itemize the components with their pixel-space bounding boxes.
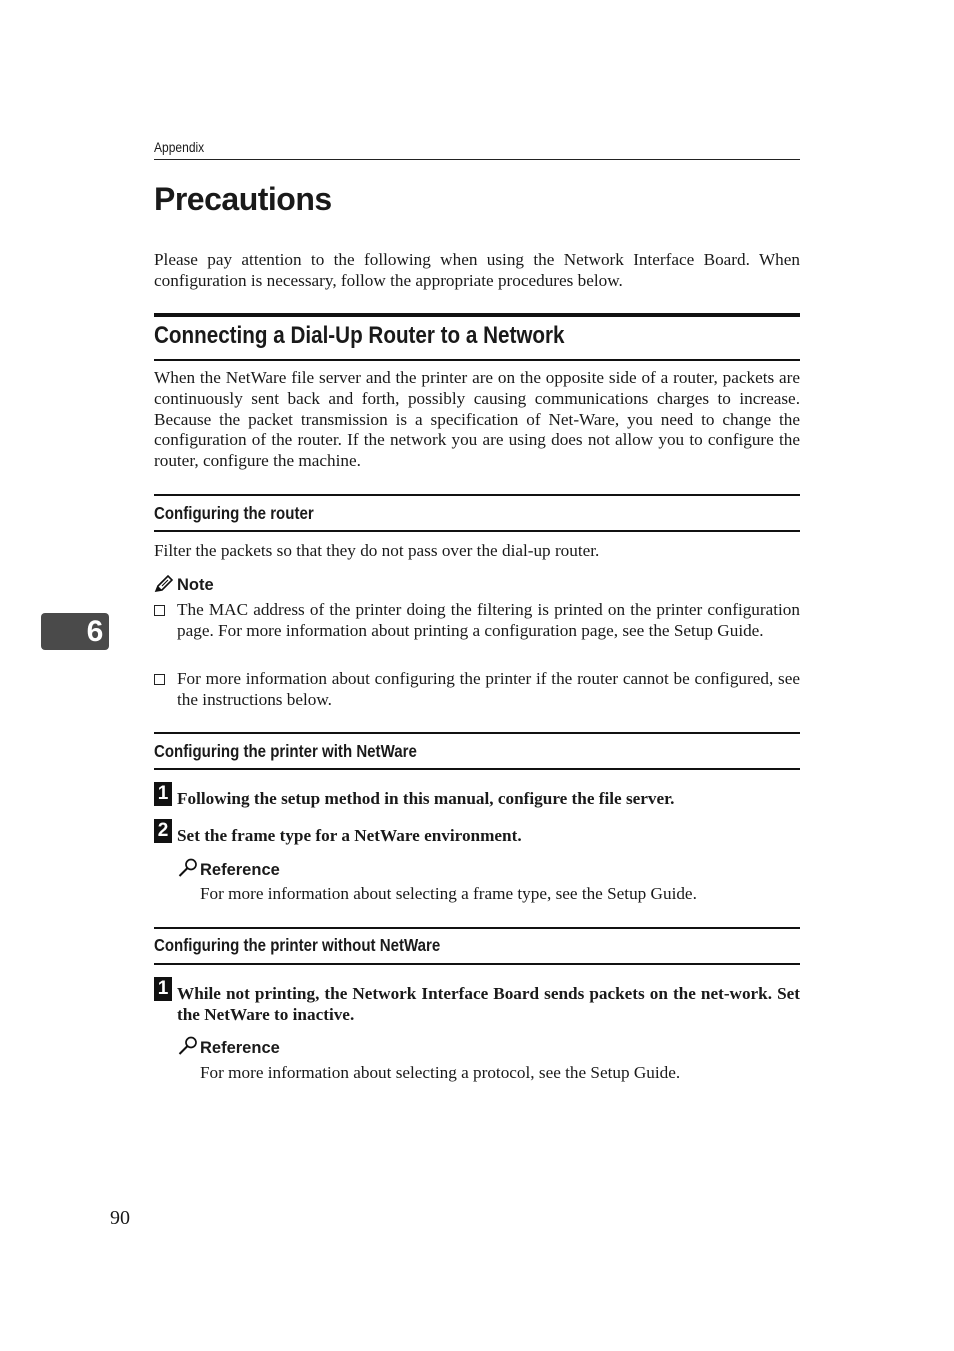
intro-paragraph: Please pay attention to the following when using the Network Interface Board. When configuration is necessary, follow the appropriate procedures below. — [154, 250, 800, 290]
without-netware-rule-bottom — [154, 963, 800, 965]
magnifier-icon — [178, 858, 198, 878]
with-netware-rule-top — [154, 732, 800, 734]
router-rule-top — [154, 494, 800, 496]
section-heading: Connecting a Dial-Up Router to a Network — [154, 322, 565, 349]
without-netware-rule-top — [154, 927, 800, 929]
chapter-number: 6 — [86, 615, 104, 648]
step-number-badge: 2 — [154, 819, 172, 843]
router-heading: Configuring the router — [154, 503, 314, 523]
note-bullet — [154, 605, 165, 616]
step-number-badge: 1 — [154, 782, 172, 806]
step-text: While not printing, the Network Interface Board sends packets on the net-work. Set the NetWare to inactive. — [177, 984, 800, 1024]
note-bullet — [154, 674, 165, 685]
note-title: Note — [177, 576, 214, 594]
pencil-icon — [154, 575, 174, 593]
with-netware-heading: Configuring the printer with NetWare — [154, 741, 417, 761]
chapter-tab — [41, 613, 109, 650]
reference-title: Reference — [200, 861, 280, 879]
section-rule-top — [154, 313, 800, 317]
section-paragraph: When the NetWare file server and the printer are on the opposite side of a router, packets are continuously sent back and forth, possibly causing communications charges to increase. Because the packet transmission is a specification of Net-Ware, you need to change the configuration of the router. If the network you are using does not allow you to configure the router, configure the machine. — [154, 368, 800, 471]
section-label: Appendix — [154, 139, 205, 155]
note-item: For more information about configuring the printer if the router cannot be configured, see the instructions below. — [177, 669, 800, 709]
reference-text: For more information about selecting a frame type, see the Setup Guide. — [200, 884, 697, 903]
router-paragraph: Filter the packets so that they do not pass over the dial-up router. — [154, 541, 600, 560]
header-rule — [154, 159, 800, 160]
with-netware-rule-bottom — [154, 768, 800, 770]
step-text: Set the frame type for a NetWare environment. — [177, 826, 522, 845]
router-rule-bottom — [154, 530, 800, 532]
reference-text: For more information about selecting a protocol, see the Setup Guide. — [200, 1063, 681, 1082]
magnifier-icon — [178, 1036, 198, 1056]
step-text: Following the setup method in this manual, configure the file server. — [177, 789, 675, 808]
step-number-badge: 1 — [154, 977, 172, 1001]
page-number: 90 — [110, 1207, 130, 1229]
section-rule-bottom — [154, 359, 800, 361]
note-item: The MAC address of the printer doing the filtering is printed on the printer configuration page. For more information about printing a configuration page, see the Setup Guide. — [177, 600, 800, 640]
page-title: Precautions — [154, 181, 332, 217]
reference-title: Reference — [200, 1039, 280, 1057]
without-netware-heading: Configuring the printer without NetWare — [154, 935, 441, 955]
